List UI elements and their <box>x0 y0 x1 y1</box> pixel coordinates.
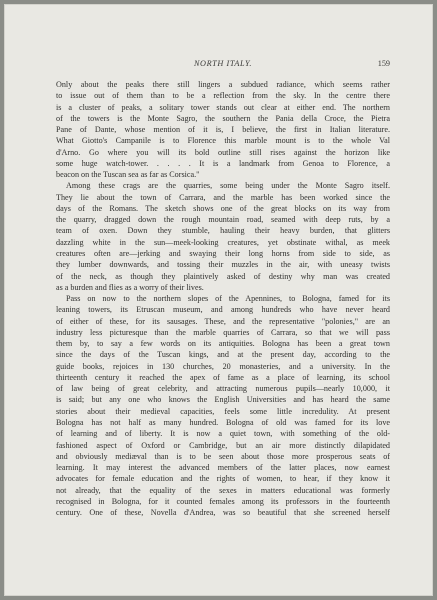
text-line: fashioned aspect of Oxford or Cambridge, but an air more distinctly dilapidated <box>56 440 390 450</box>
text-line: Pass on now to the northern slopes of the Apennines, to Bologna, famed for its <box>66 294 390 304</box>
text-line: recognised in Bologna, for it counted females among its professors in the fourteenth <box>56 496 390 506</box>
text-line: leaning towers, its Etruscan museum, and among hundreds who have never heard <box>56 305 390 315</box>
text-line: them by, to say a few words on its antiquities. Bologna has been a great town <box>56 339 390 349</box>
text-line: Among these crags are the quarries, some being under the Monte Sagro itself. <box>66 181 390 191</box>
text-line: d'Arno. Go where you will its bold outline still rises against the horizon like <box>56 147 390 157</box>
book-page <box>4 4 433 596</box>
text-line: industry less picturesque than the marble quarries of Carrara, so that we will pass <box>56 327 390 337</box>
text-line: to issue out of them than to be a reflection from the sky. In the centre there <box>56 91 390 101</box>
text-line: of the neck, as though they plaintively asked of destiny why man was created <box>56 271 390 281</box>
text-line: is a cluster of peaks, a solitary tower stands out clear at either end. The northern <box>56 102 390 112</box>
running-title: NORTH ITALY. <box>194 59 252 68</box>
text-line: some huge watch-tower. . . . . It is a landmark from Genoa to Florence, a <box>56 158 390 168</box>
text-line: Pane of Dante, whose mention of it is, I believe, the first in Italian literature. <box>56 125 390 135</box>
text-line: and obviously mediæval than is to be seen about those more prosperous seats of <box>56 451 390 461</box>
text-line: century. One of these, Novella d'Andrea, was so beautiful that she screened herself <box>56 508 390 518</box>
text-line: What Giotto's Campanile is to Florence this marble mount is to the whole Val <box>56 136 390 146</box>
text-line: they lumber downwards, and tossing their muzzles in the air, with uneasy twists <box>56 260 390 270</box>
text-line: Bologna has not half as many hundred. Bologna of old was famed for its love <box>56 417 390 427</box>
text-line: of the towers is the Monte Sagro, the southern the Pania della Croce, the Pietra <box>56 113 390 123</box>
text-line: of law being of great celebrity, and attracting numerous pupils—nearly 10,000, it <box>56 384 390 394</box>
page-header <box>56 59 390 71</box>
text-line: guide books, rejoices in 130 churches, 20 monasteries, and a university. In the <box>56 361 390 371</box>
text-line: beacon on the Tuscan sea as far as Corsica." <box>56 170 200 180</box>
text-line: of either of these, for its sausages. These, and the representative "polonies," are an <box>56 316 390 326</box>
text-line: the quarry, dragged down the rough mountain road, seamed with deep ruts, by a <box>56 215 390 225</box>
text-line: as a burden and flies as a worry of their lives. <box>56 282 204 292</box>
text-line: not already, that the equality of the sexes in matters educational was formerly <box>56 485 390 495</box>
text-line: is said; but any one who knows the English Universities and has heard the same <box>56 395 390 405</box>
text-line: team of oxen. Down they stumble, hauling their heavy burden, that glitters <box>56 226 390 236</box>
text-line: since the days of the Tuscan kings, and at the present day, according to the <box>56 350 390 360</box>
text-line: Only about the peaks there still lingers a subdued radiance, which seems rather <box>56 80 390 89</box>
page-number: 159 <box>377 59 390 68</box>
body-text <box>56 79 390 518</box>
text-line: of learning and of liberty. It is now a quiet town, with something of the old- <box>56 429 390 439</box>
text-line: learning. It may interest the advanced members of the latter places, now earnest <box>56 463 390 473</box>
text-line: dazzling white in the sun—meek-looking creatures, yet obstinate withal, as meek <box>56 237 390 247</box>
text-line: advocates for female education and the rights of women, to hear, if they know it <box>56 474 390 484</box>
text-line: stories about their medieval capacities, feels some little incredulity. At present <box>56 406 390 416</box>
text-line: days of the Romans. The sketch shows one of the great blocks on its way from <box>56 203 390 213</box>
text-line: They lie about the town of Carrara, and the marble has been worked since the <box>56 192 390 202</box>
text-line: creatures often are—jerking and swaying their long horns from side to side, as <box>56 248 390 258</box>
text-line: thirteenth century it reached the apex of fame as a place of learning, its school <box>56 372 390 382</box>
